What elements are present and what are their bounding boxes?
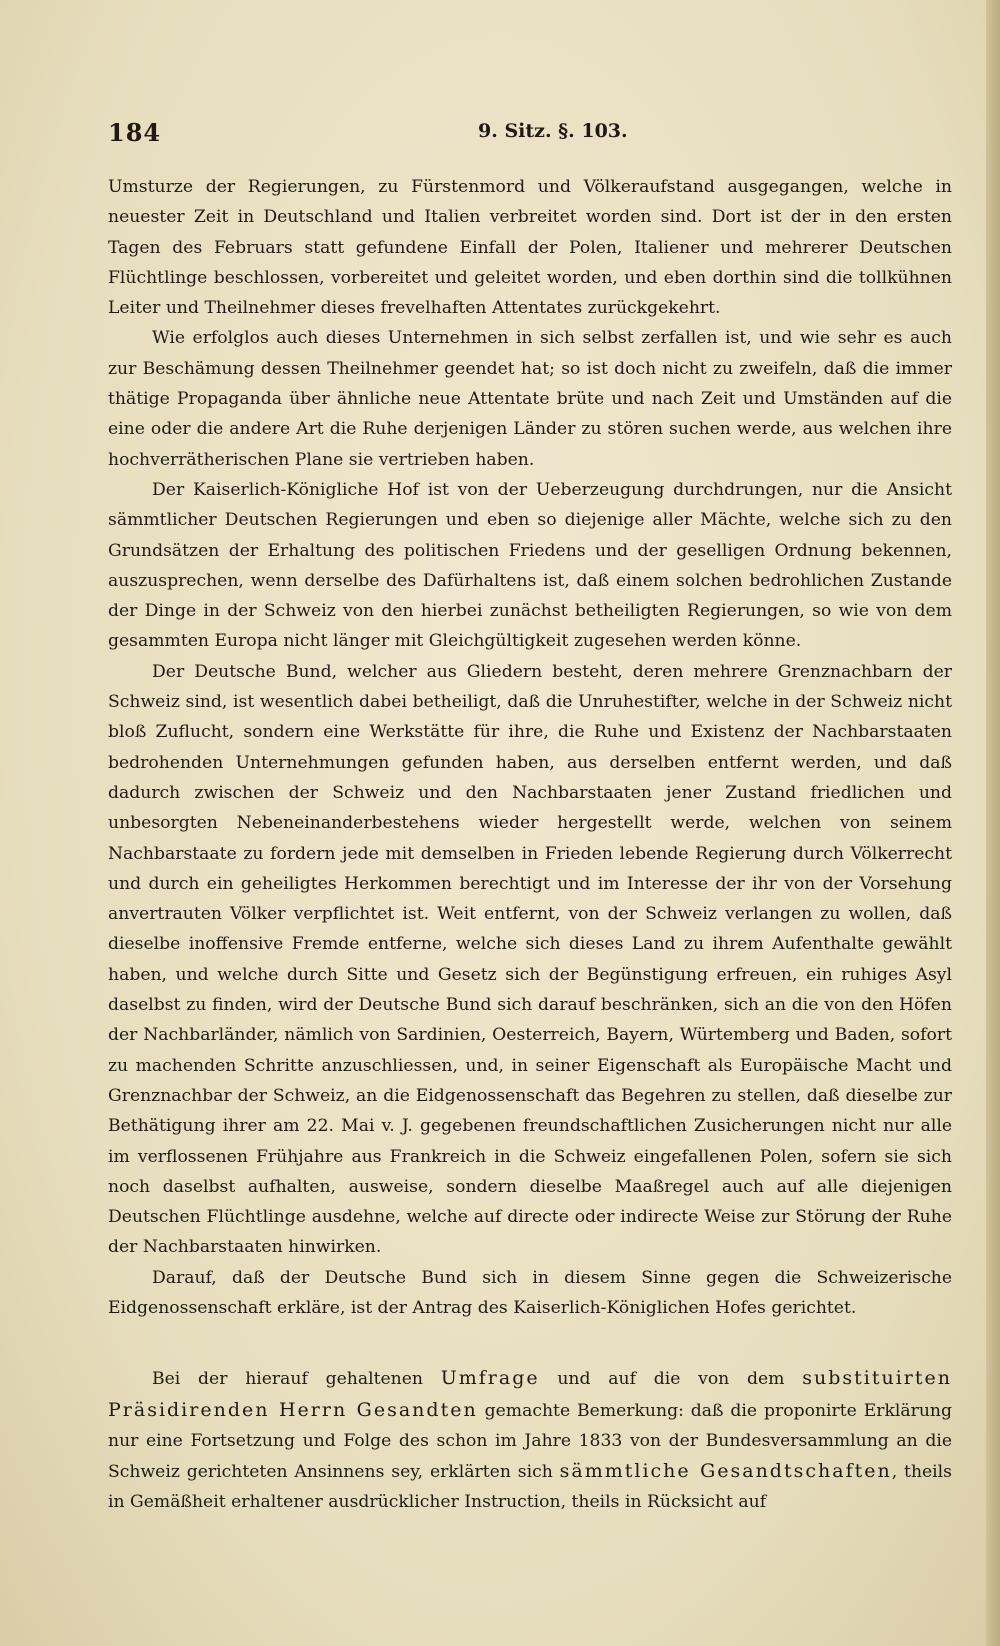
page-body [108,172,952,1518]
emphasis-umfrage: Umfrage [440,1367,540,1390]
page-header [108,118,948,152]
emphasis-presiding-envoy: substituirten Präsidirenden Herrn Gesandten [108,1367,952,1421]
paragraph: Der Deutsche Bund, welcher aus Gliedern besteht, deren mehrere Grenznachbarn der Schweiz sind, ist wesentlich dabei betheiligt, daß die Unruhestifter, welche in der Schweiz nicht bloß Zuflucht, sondern eine Werkstätte für ihre, die Ruhe und Existenz der Nachbarstaaten bedrohenden Unternehmungen gefunden haben, aus derselben entfernt werden, und daß dadurch zwischen der Schweiz und den Nachbarstaaten jener Zustand friedlichen und unbesorgten Nebeneinanderbestehens wieder hergestellt werde, welchen von seinem Nachbarstaate zu fordern jede mit demselben in Frieden lebende Regierung durch Völkerrecht und durch ein geheiligtes Herkommen berechtigt und im Interesse der ihr von der Vorsehung anvertrauten Völker verpflichtet ist. Weit entfernt, von der Schweiz verlangen zu wollen, daß dieselbe inoffensive Fremde entferne, welche sich dieses Land zu ihrem Aufenthalte gewählt haben, und welche durch Sitte und Gesetz sich der Begünstigung erfreuen, ein ruhiges Asyl daselbst zu finden, wird der Deutsche Bund sich darauf beschränken, sich an die von den Höfen der Nachbarländer, nämlich von Sardinien, Oesterreich, Bayern, Würtemberg und Baden, sofort zu machenden Schritte anzuschliessen, und, in seiner Eigenschaft als Europäische Macht und Grenznachbar der Schweiz, an die Eidgenossenschaft das Begehren zu stellen, daß dieselbe zur Bethätigung ihrer am 22. Mai v. J. gegebenen freundschaftlichen Zusicherungen nicht nur alle im verflossenen Frühjahre aus Frankreich in die Schweiz eingefallenen Polen, sofern sie sich noch daselbst aufhalten, ausweise, sondern dieselbe Maaßregel auch auf alle diejenigen Deutschen Flüchtlinge ausdehne, welche auf directe oder indirecte Weise zur Störung der Ruhe der Nachbarstaaten hinwirken. [108,661,952,1258]
text-run: gemachte Bemerkung: daß die proponirte Erklärung nur eine Fortsetzung und Folge des schon im Jahre 1833 von der Bundesversammlung an die Schweiz gerichteten Ansinnens sey, erklärten sich [108,1400,952,1483]
text-run: und auf die von dem [539,1369,803,1390]
paragraph: Darauf, daß der Deutsche Bund sich in diesem Sinne gegen die Schweizerische Eidgenossenschaft erkläre, ist der Antrag des Kaiserlich-Königlichen Hofes gerichtet. [108,1267,952,1318]
text-run: Bei der hierauf gehaltenen [152,1369,441,1390]
page-number: 184 [108,118,162,147]
running-head: 9. Sitz. §. 103. [478,120,628,142]
paragraph: Der Kaiserlich-Königliche Hof ist von der Ueberzeugung durchdrungen, nur die Ansicht sämmtlicher Deutschen Regierungen und eben so diejenige aller Mächte, welche sich zu den Grundsätzen der Erhaltung des politischen Friedens und der geselligen Ordnung bekennen, auszusprechen, wenn derselbe des Dafürhaltens ist, daß einem solchen bedrohlichen Zustande der Dinge in der Schweiz von den hierbei zunächst betheiligten Regierungen, so wie von dem gesammten Europa nicht länger mit Gleichgültigkeit zugesehen werden könne. [108,479,952,652]
emphasis-all-legations: sämmtliche Gesandtschaften [559,1460,892,1483]
text-run: , theils in Gemäßheit erhaltener ausdrücklicher Instruction, theils in Rücksicht auf [108,1462,952,1513]
page-edge [986,0,1000,1646]
final-paragraph [108,1363,952,1517]
paragraph: Wie erfolglos auch dieses Unternehmen in sich selbst zerfallen ist, und wie sehr es auch zur Beschämung dessen Theilnehmer geendet hat; so ist doch nicht zu zweifeln, daß die immer thätige Propaganda über ähnliche neue Attentate brüte und nach Zeit und Umständen auf die eine oder die andere Art die Ruhe derjenigen Länder zu stören suchen werde, aus welchen ihre hochverrätherischen Plane sie vertrieben haben. [108,328,952,470]
paragraph-continued: Umsturze der Regierungen, zu Fürstenmord und Völkeraufstand ausgegangen, welche in neuester Zeit in Deutschland und Italien verbreitet worden sind. Dort ist der in den ersten Tagen des Februars statt gefundene Einfall der Polen, Italiener und mehrerer Deutschen Flüchtlinge beschlossen, vorbereitet und geleitet worden, und eben dorthin sind die tollkühnen Leiter und Theilnehmer dieses frevelhaften Attentates zurückgekehrt. [108,177,952,319]
